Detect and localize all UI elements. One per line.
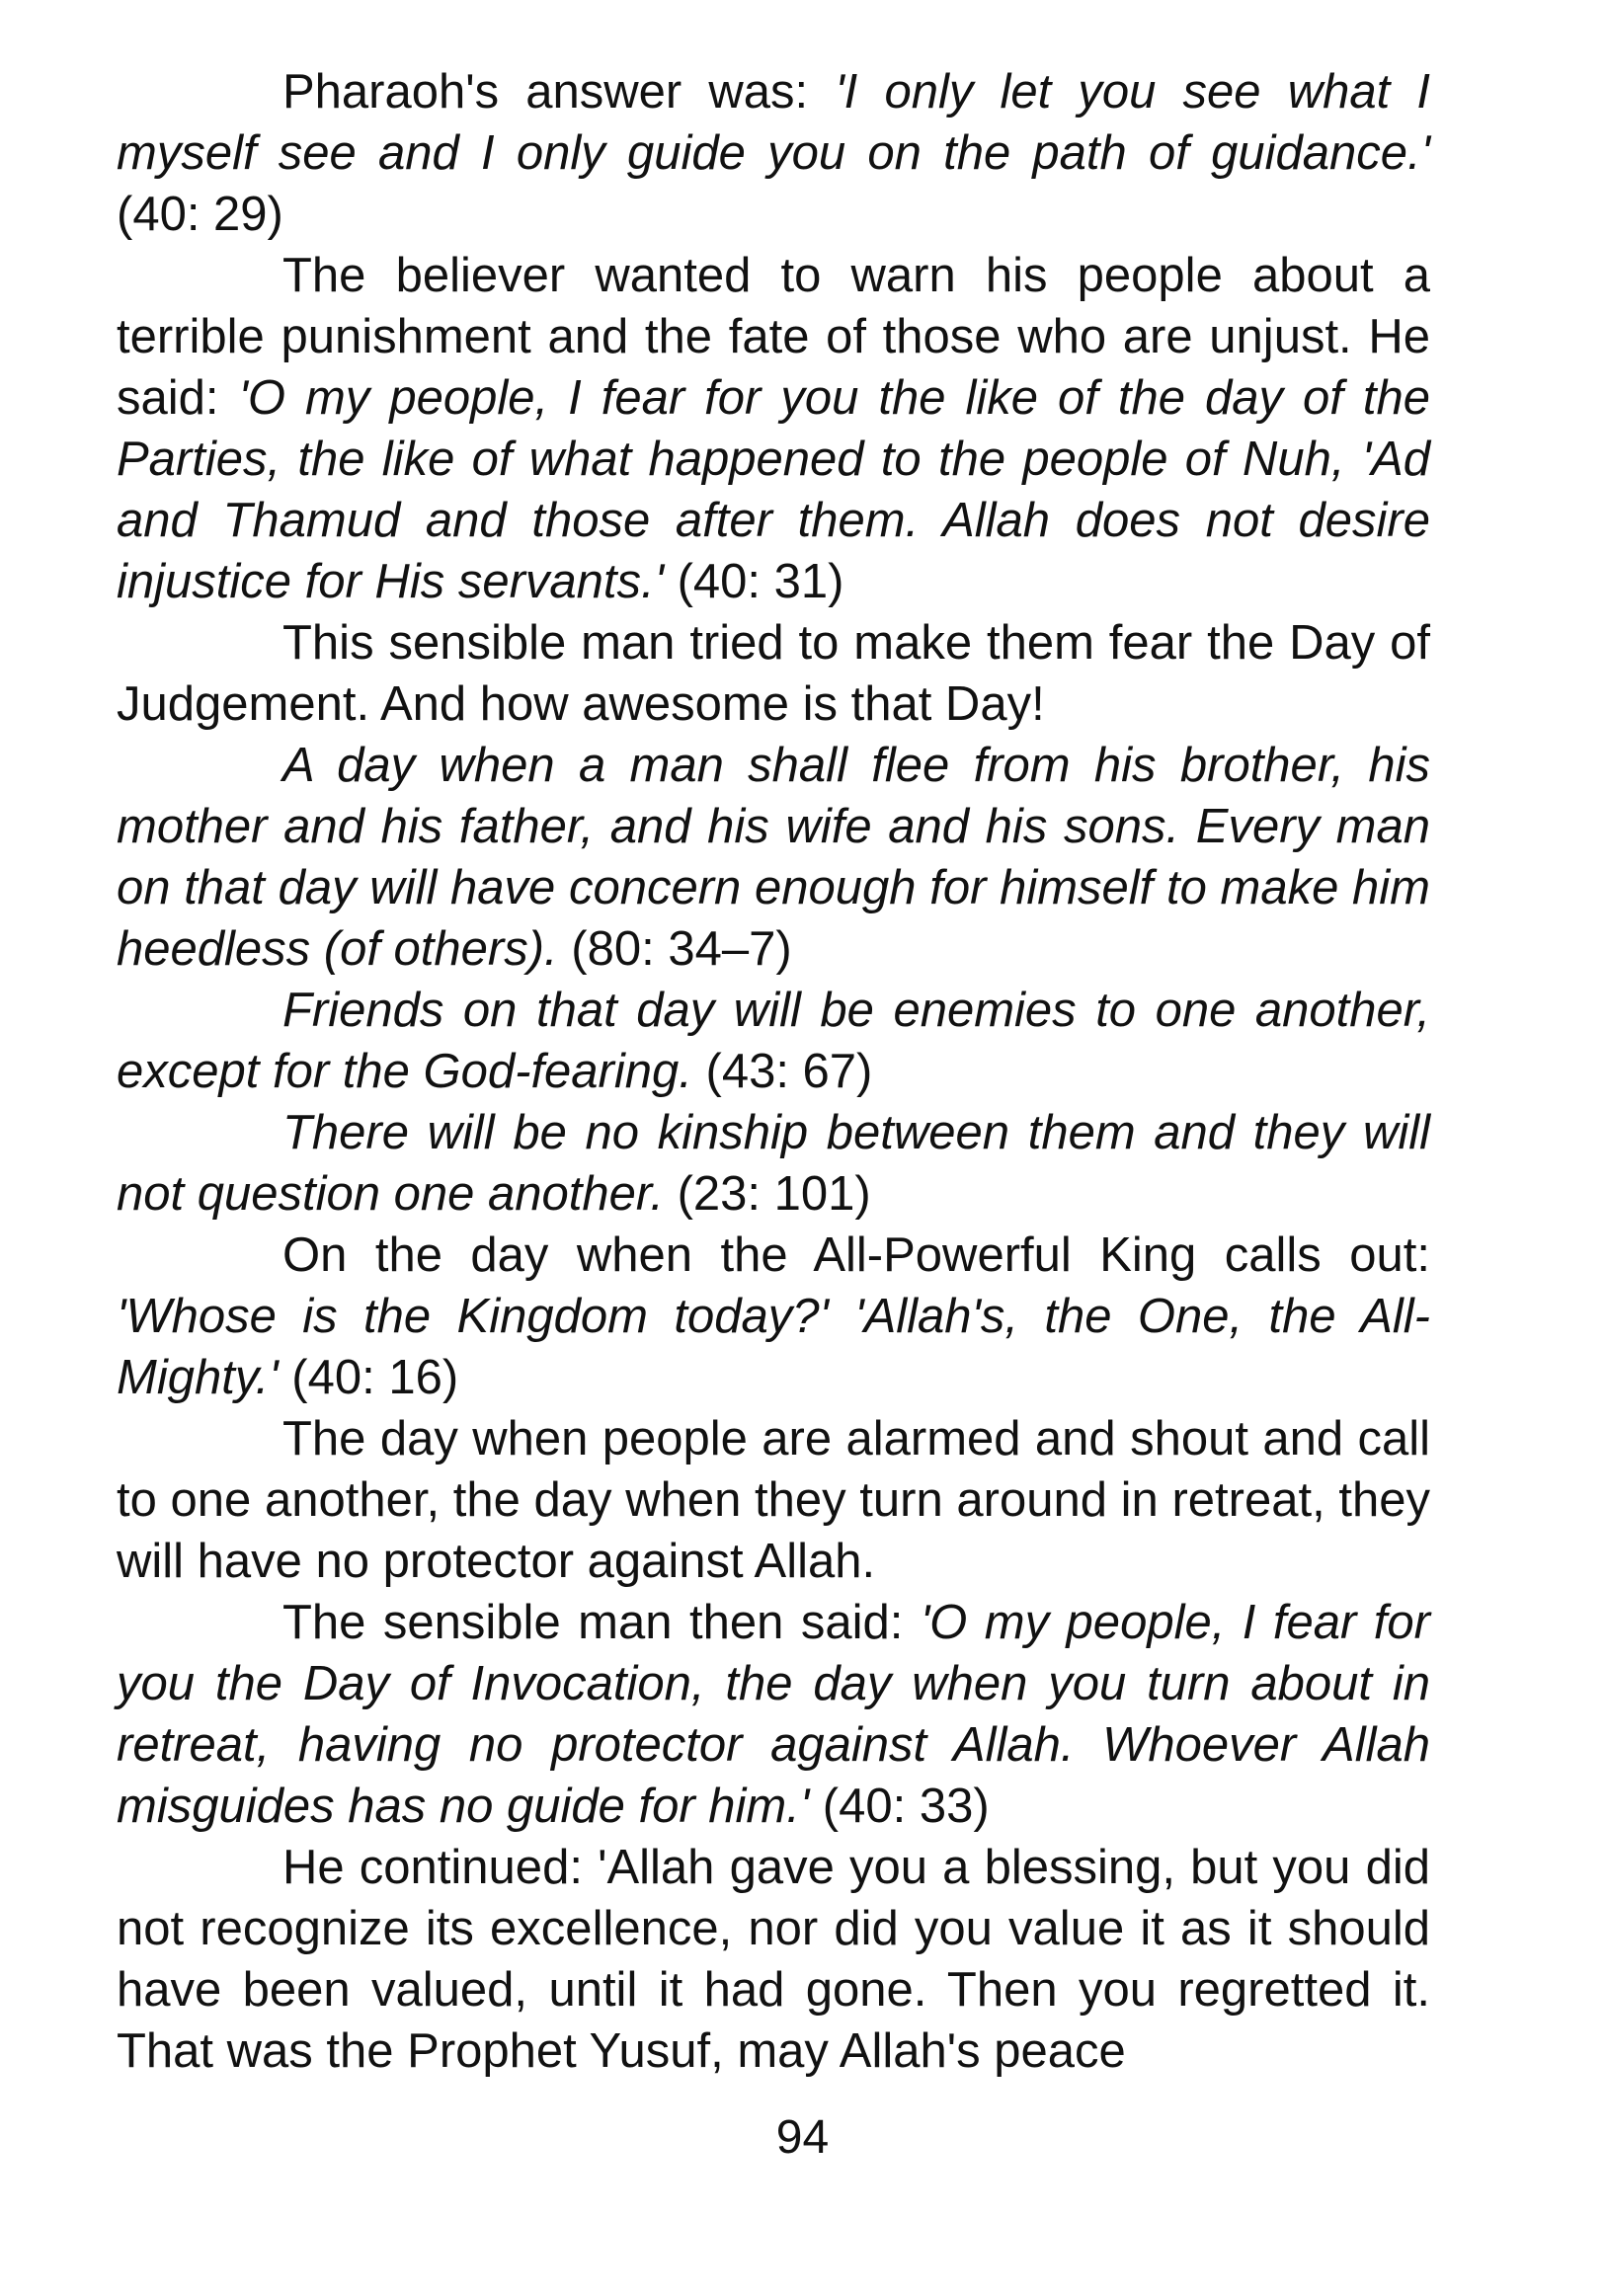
paragraph <box>117 612 1430 735</box>
paragraph <box>117 1102 1430 1225</box>
text-segment: The sensible man then said: <box>282 1596 921 1649</box>
quote-segment: Friends on that day will be enemies to one another, except for the God-fearing. <box>117 984 1430 1098</box>
paragraph <box>117 1225 1430 1408</box>
quote-segment: 'O my people, I fear for you the Day of Invocation, the day when you turn about in retreat, having no protector against Allah. Whoever Allah misguides has no guide for him.' <box>117 1596 1430 1833</box>
body-text <box>117 61 1430 2082</box>
paragraph <box>117 1837 1430 2082</box>
text-segment: The believer wanted to warn his people about a terrible punishment and the fate of those who are unjust. He said: <box>117 249 1430 425</box>
text-segment: This sensible man tried to make them fear the Day of Judgement. And how awesome is that Day! <box>117 616 1430 731</box>
text-segment: He continued: 'Allah gave you a blessing, but you did not recognize its excellence, nor did you value it as it should have been valued, until it had gone. Then you regretted it. That was the Prophet Yusuf, may Allah's peace <box>117 1841 1430 2078</box>
paragraph <box>117 735 1430 980</box>
citation: (80: 34–7) <box>557 922 792 976</box>
quote-segment: A day when a man shall flee from his brother, his mother and his father, and his wife and his sons. Every man on that day will have concern enough for himself to make him heedless (of others). <box>117 739 1430 976</box>
paragraph <box>117 1592 1430 1837</box>
citation: (40: 31) <box>663 555 844 608</box>
paragraph <box>117 1408 1430 1592</box>
citation: (23: 101) <box>663 1167 871 1221</box>
paragraph <box>117 245 1430 612</box>
paragraph <box>117 61 1430 245</box>
quote-segment: 'I only let you see what I myself see and I only guide you on the path of guidance.' <box>117 65 1430 180</box>
book-page <box>117 61 1430 2155</box>
quote-segment: There will be no kinship between them and they will not question one another. <box>117 1106 1430 1221</box>
quote-segment: 'Whose is the Kingdom today?' 'Allah's, the One, the All-Mighty.' <box>117 1290 1430 1404</box>
quote-segment: 'O my people, I fear for you the like of the day of the Parties, the like of what happened to the people of Nuh, 'Ad and Thamud and those after them. Allah does not desire injustice for His servants.' <box>117 371 1430 608</box>
paragraph <box>117 980 1430 1102</box>
text-segment: Pharaoh's answer was: <box>282 65 836 119</box>
citation: (40: 29) <box>117 188 283 241</box>
text-segment: The day when people are alarmed and shout and call to one another, the day when they turn around in retreat, they will have no protector against Allah. <box>117 1412 1430 1588</box>
citation: (40: 33) <box>809 1780 990 1833</box>
citation: (40: 16) <box>278 1351 459 1404</box>
text-segment: On the day when the All-Powerful King calls out: <box>282 1228 1430 1282</box>
citation: (43: 67) <box>691 1045 873 1098</box>
page-number: 94 <box>775 2111 830 2164</box>
